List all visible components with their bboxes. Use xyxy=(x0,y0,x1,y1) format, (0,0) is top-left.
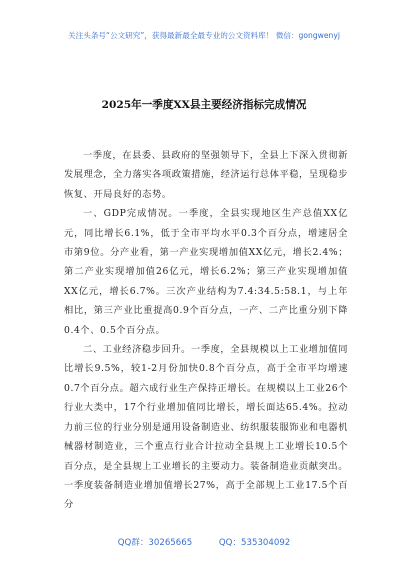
paragraph-intro: 一季度，在县委、县政府的坚强领导下，全县上下深入贯彻新发展理念，全力落实各项政策措施，经济运行总体平稳，呈现稳步恢复、开局良好的态势。 xyxy=(64,150,348,200)
footer-qq-group: QQ群：30265665 xyxy=(117,538,193,548)
top-banner: 关注头条号“公文研究”，获得最新最全最专业的公文资料库！ 微信：gongwenyj xyxy=(68,31,340,40)
document-body xyxy=(64,146,348,515)
document-title: 2025年一季度XX县主要经济指标完成情况 xyxy=(101,99,307,111)
paragraph-gdp: 一、GDP完成情况。一季度，全县实现地区生产总值XX亿元，同比增长6.1%，低于全市平均水平0.3个百分点，增速居全市第9位。分产业看，第一产业实现增加值XX亿元，增长2.4%；第二产业实现增加值26亿元，增长6.2%；第三产业实现增加值XX亿元，增长6.7%。三次产业结构为7.4:34.5:58.1，与上年相比，第三产业比重提高0.9个百分点，一产、二产比重分别下降0.4个、0.5个百分点。 xyxy=(64,208,348,336)
paragraph-industry: 二、工业经济稳步回升。一季度，全县规模以上工业增加值同比增长9.5%，较1-2月份加快0.8个百分点，高于全市平均增速0.7个百分点。超六成行业生产保持正增长。在规模以上工业26个行业大类中，17个行业增加值同比增长，增长面达65.4%。拉动力前三位的行业分别是通用设备制造业、纺织服装服饰业和电器机械器材制造业，三个重点行业合计拉动全县规上工业增长10.5个百分点，是全县规上工业增长的主要动力。装备制造业贡献突出。一季度装备制造业增加值增长27%，高于全部规上工业17.5个百分 xyxy=(64,344,348,511)
footer-qq: QQ：535304092 xyxy=(218,538,291,548)
footer-contact xyxy=(0,536,408,548)
